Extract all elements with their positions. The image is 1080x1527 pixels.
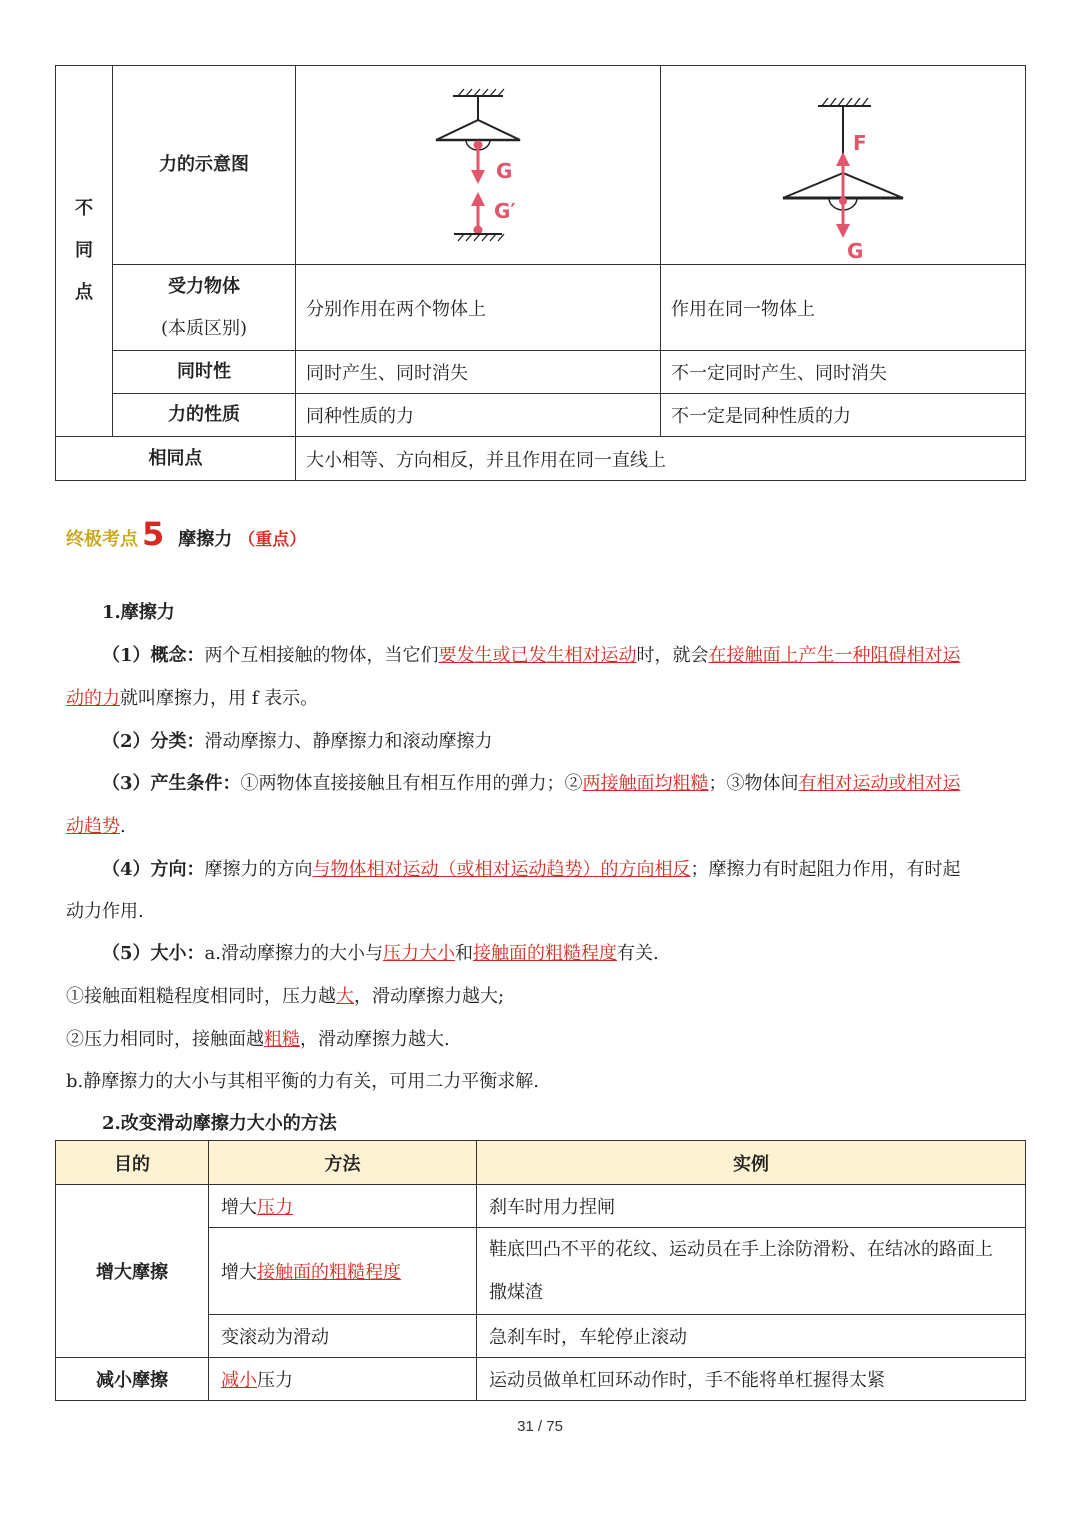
size-rule-1: ①接触面粗糙程度相同时，压力越大，滑动摩擦力越大; [66, 986, 505, 1007]
hanging-lamp-two-body-diagram [378, 78, 578, 248]
section-heading [66, 515, 307, 553]
force-label-g-prime: G′ [494, 198, 516, 223]
row-label-nature: 力的性质 [113, 394, 296, 437]
heading-prefix: 终极考点 [66, 529, 138, 550]
cell-object-a: 分别作用在两个物体上 [296, 265, 661, 351]
diagram-balanced-forces [661, 66, 1026, 265]
method-cell: 增大压力 [209, 1185, 477, 1228]
table-row [56, 1358, 1026, 1401]
row-label-diagram: 力的示意图 [113, 66, 296, 265]
condition-line-2: 动趋势. [66, 816, 126, 837]
heading-title: 摩擦力 [178, 529, 233, 550]
example-cell: 刹车时用力捏闸 [477, 1185, 1026, 1228]
cell-simultaneity-a: 同时产生、同时消失 [296, 351, 661, 394]
table-header-row [56, 1141, 1026, 1185]
direction-line-2: 动力作用. [66, 901, 144, 922]
method-cell: 增大接触面的粗糙程度 [209, 1228, 477, 1315]
condition-line-1: （3）产生条件：①两物体直接接触且有相互作用的弹力；②两接触面均粗糙；③物体间有相对运动或相对运 [102, 773, 961, 794]
comparison-table [55, 65, 1026, 481]
heading-note: （重点） [238, 530, 307, 550]
hanging-lamp-balance-diagram [743, 78, 943, 263]
force-label-g2: G [847, 238, 864, 263]
size-rule-3: b.静摩擦力的大小与其相平衡的力有关，可用二力平衡求解. [66, 1071, 539, 1092]
example-cell: 运动员做单杠回环动作时，手不能将单杠握得太紧 [477, 1358, 1026, 1401]
example-cell: 鞋底凹凸不平的花纹、运动员在手上涂防滑粉、在结冰的路面上 撒煤渣 [477, 1228, 1026, 1315]
section1-title: 1.摩擦力 [102, 602, 175, 623]
cell-same: 大小相等、方向相反，并且作用在同一直线上 [296, 437, 1026, 481]
method-cell: 变滚动为滑动 [209, 1315, 477, 1358]
header-purpose: 目的 [56, 1141, 209, 1185]
method-cell: 减小压力 [209, 1358, 477, 1401]
force-label-g: G [496, 158, 513, 183]
classification-line: （2）分类：滑动摩擦力、静摩擦力和滚动摩擦力 [102, 731, 493, 752]
size-line: （5）大小：a.滑动摩擦力的大小与压力大小和接触面的粗糙程度有关. [102, 943, 659, 964]
diagram-interaction-pair [296, 66, 661, 265]
friction-methods-table [55, 1140, 1026, 1401]
header-example: 实例 [477, 1141, 1026, 1185]
cell-simultaneity-b: 不一定同时产生、同时消失 [661, 351, 1026, 394]
cell-nature-b: 不一定是同种性质的力 [661, 394, 1026, 437]
page-number: 31 / 75 [517, 1418, 563, 1435]
row-label-object: 受力物体 (本质区别) [113, 265, 296, 351]
group-label: 不 同 点 [56, 66, 113, 437]
row-label-same: 相同点 [56, 437, 296, 481]
direction-line-1: （4）方向：摩擦力的方向与物体相对运动（或相对运动趋势）的方向相反；摩擦力有时起阻力作用，有时起 [102, 859, 961, 880]
heading-number: 5 [142, 515, 165, 553]
table-row [56, 1185, 1026, 1228]
header-method: 方法 [209, 1141, 477, 1185]
concept-line-1: （1）概念：两个互相接触的物体，当它们要发生或已发生相对运动时，就会在接触面上产生一种阻碍相对运 [102, 645, 961, 666]
example-cell: 急刹车时，车轮停止滚动 [477, 1315, 1026, 1358]
purpose-decrease: 减小摩擦 [56, 1358, 209, 1401]
cell-nature-a: 同种性质的力 [296, 394, 661, 437]
force-label-f: F [853, 130, 867, 155]
section2-title: 2.改变滑动摩擦力大小的方法 [102, 1113, 337, 1134]
concept-line-2: 动的力就叫摩擦力，用 f 表示。 [66, 688, 319, 709]
cell-object-b: 作用在同一物体上 [661, 265, 1026, 351]
purpose-increase: 增大摩擦 [56, 1185, 209, 1358]
row-label-simultaneity: 同时性 [113, 351, 296, 394]
size-rule-2: ②压力相同时，接触面越粗糙，滑动摩擦力越大. [66, 1029, 450, 1050]
